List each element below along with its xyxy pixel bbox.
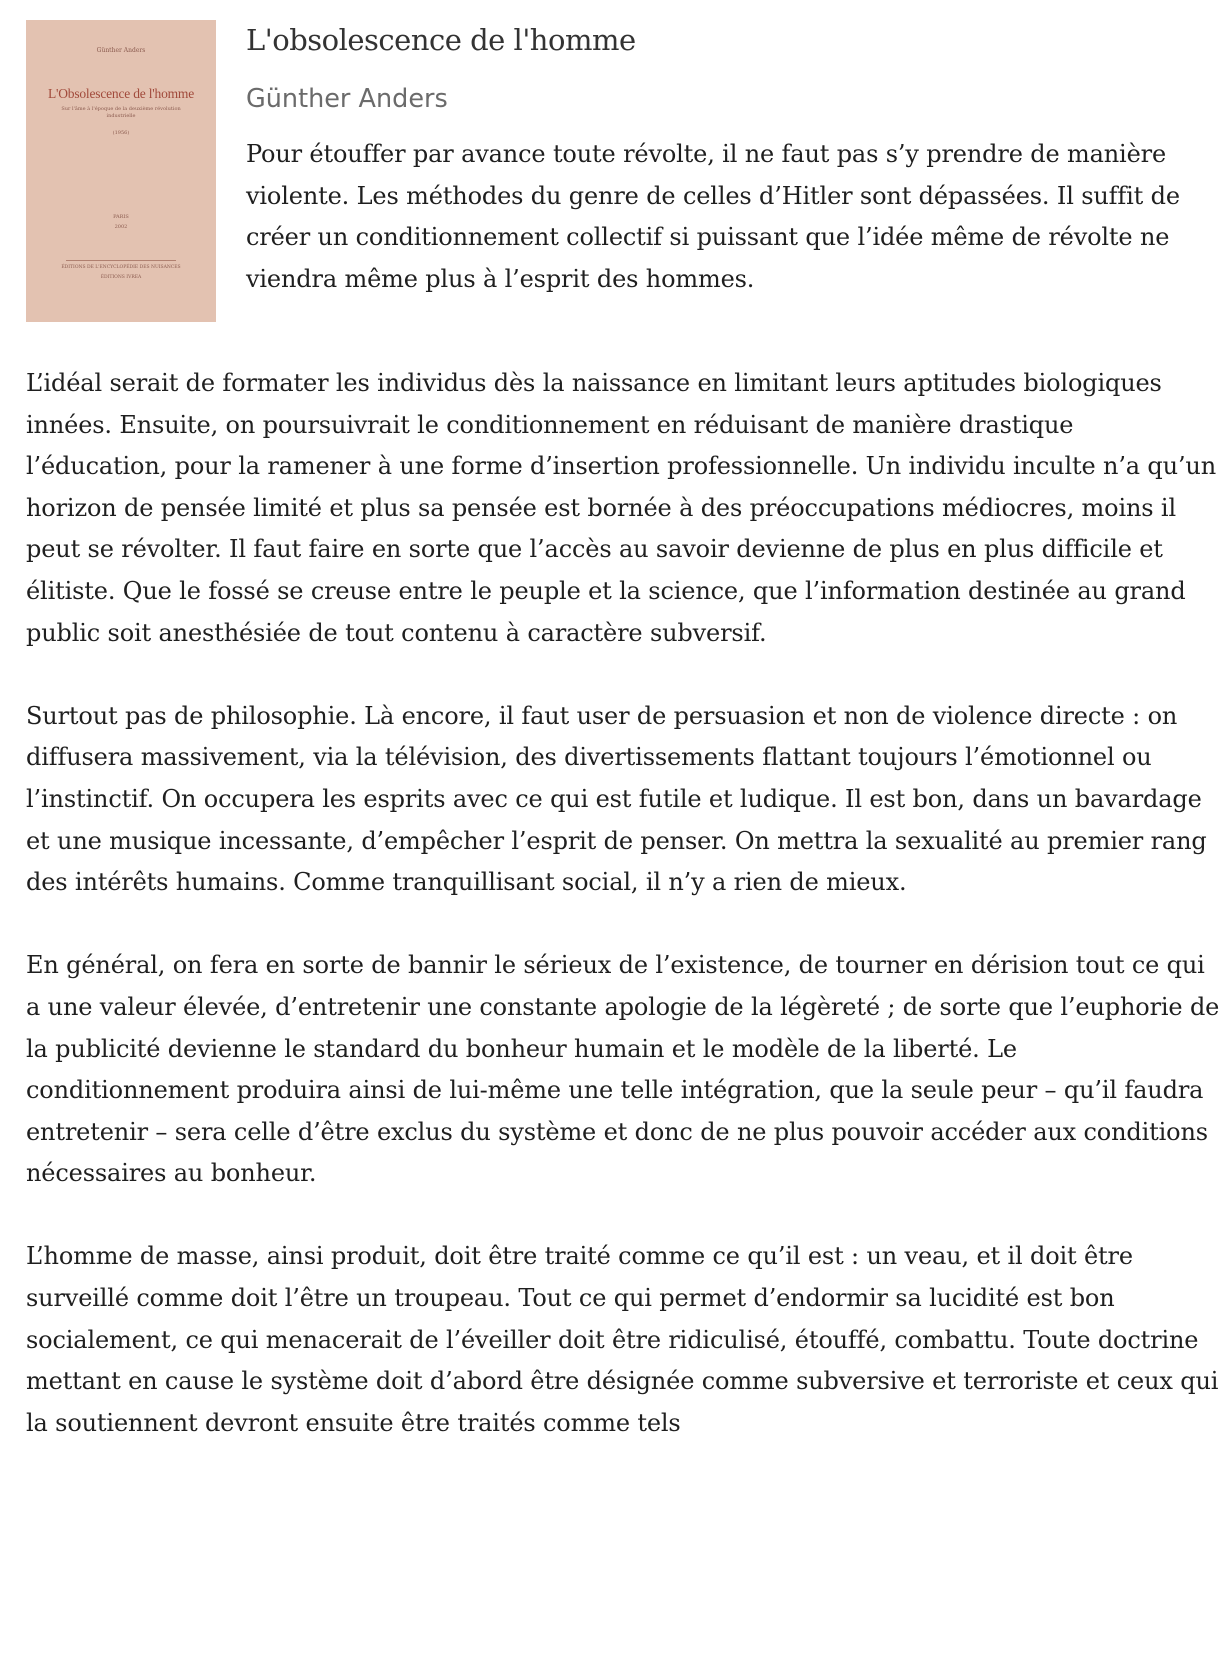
cover-place-city: PARIS <box>113 214 129 220</box>
book-header <box>26 20 1216 340</box>
book-cover-image[interactable] <box>26 20 216 322</box>
book-title[interactable]: L'obsolescence de l'homme <box>246 23 636 57</box>
cover-year: (1956) <box>112 130 130 136</box>
body-paragraph-3: En général, on fera en sorte de bannir le sérieux de l’existence, de tourner en dérision tout ce qui a une valeur élevée, d’entretenir une constante apologie de la légèreté ; de sorte que l’euphorie de la publicité devienne le standard du bonheur humain et le modèle de la liberté. Le conditionnement produira ainsi de lui-même une telle intégration, que la seule peur – qu’il faudra entretenir – sera celle d’être exclus du système et donc de ne plus pouvoir accéder aux conditions nécessaires au bonheur. <box>26 951 1220 1188</box>
body-paragraph-2: Surtout pas de philosophie. Là encore, il faut user de persuasion et non de violence directe : on diffusera massivement, via la télévision, des divertissements flattant toujours l’émotionnel ou l’instinctif. On occupera les esprits avec ce qui est futile et ludique. Il est bon, dans un bavardage et une musique incessante, d’empêcher l’esprit de penser. On mettra la sexualité au premier rang des intérêts humains. Comme tranquillisant social, il n’y a rien de mieux. <box>26 701 1207 897</box>
cover-subtitle: Sur l'âme à l'époque de la deuxième révolution industrielle <box>61 106 181 119</box>
intro-paragraph: Pour étouffer par avance toute révolte, il ne faut pas s’y prendre de manière violente. Les méthodes du genre de celles d’Hitler sont dépassées. Il suffit de créer un conditionnement collectif si puissant que l’idée même de révolte ne viendra même plus à l’esprit des hommes. <box>246 140 1180 293</box>
article-body <box>26 363 1221 1486</box>
book-author[interactable]: Günther Anders <box>246 84 448 114</box>
cover-publisher-line2: ÉDITIONS IVREA <box>100 275 142 280</box>
cover-publisher <box>46 263 196 283</box>
cover-publisher-line1: ÉDITIONS DE L'ENCYCLOPÉDIE DES NUISANCES <box>61 265 181 270</box>
cover-place-year: 2002 <box>114 224 128 230</box>
cover-title: L'Obsolescence de l'homme <box>47 86 195 101</box>
cover-divider <box>66 260 176 261</box>
body-paragraph-4: L’homme de masse, ainsi produit, doit être traité comme ce qu’il est : un veau, et il doit être surveillé comme doit l’être un troupeau. Tout ce qui permet d’endormir sa lucidité est bon socialement, ce qui menacerait de l’éveiller doit être ridiculisé, étouffé, combattu. Toute doctrine mettant en cause le système doit d’abord être désignée comme subversive et terroriste et ceux qui la soutiennent devront ensuite être traités comme tels <box>26 1242 1219 1437</box>
cover-author: Günther Anders <box>96 47 146 54</box>
body-paragraph-1: L’idéal serait de formater les individus dès la naissance en limitant leurs aptitudes biologiques innées. Ensuite, on poursuivrait le conditionnement en réduisant de manière drastique l’éducation, pour la ramener à une forme d’insertion professionnelle. Un individu inculte n’a qu’un horizon de pensée limité et plus sa pensée est bornée à des préoccupations médiocres, moins il peut se révolter. Il faut faire en sorte que l’accès au savoir devienne de plus en plus difficile et élitiste. Que le fossé se creuse entre le peuple et la science, que l’information destinée au grand public soit anesthésiée de tout contenu à caractère subversif. <box>26 369 1217 647</box>
cover-place <box>26 212 216 232</box>
